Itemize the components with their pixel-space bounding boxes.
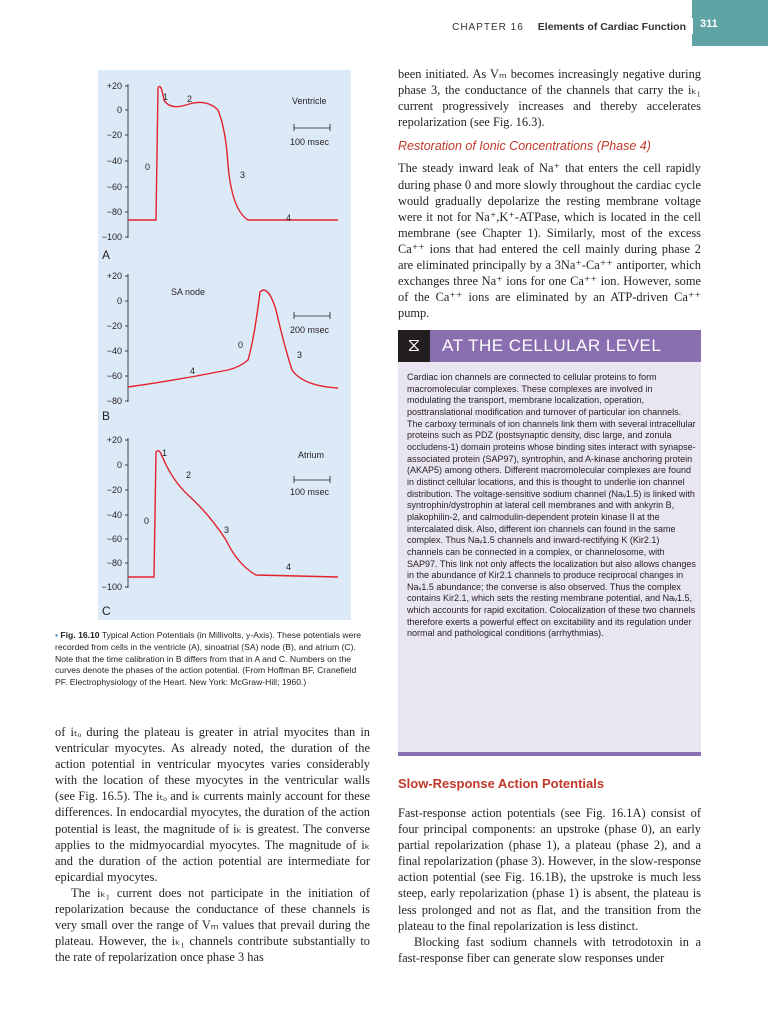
tick-label: −80 bbox=[106, 396, 122, 406]
tick-label: −60 bbox=[106, 371, 122, 381]
cellular-box-header bbox=[398, 330, 701, 362]
tick-label: +20 bbox=[106, 435, 122, 445]
running-header bbox=[452, 12, 692, 42]
phase-label: 3 bbox=[224, 525, 230, 535]
caption-bullet: • bbox=[55, 630, 59, 640]
tick-label: 0 bbox=[116, 296, 122, 306]
paragraph: been initiated. As Vₘ becomes increasingly negative during phase 3, the conductance of the channels that carry the iₖ₁ current progressively increases and thereby accelerates repolarization (see Fig. 16.3). bbox=[398, 67, 701, 130]
phase-label: 0 bbox=[145, 162, 151, 172]
tick-label: +20 bbox=[106, 271, 122, 281]
ventricle-trace bbox=[128, 87, 338, 221]
panel-name: Ventricle bbox=[292, 96, 327, 106]
phase-label: 2 bbox=[186, 470, 192, 480]
tick-label: −20 bbox=[106, 321, 122, 331]
sa-node-trace bbox=[128, 290, 338, 388]
scale-label: 200 msec bbox=[290, 325, 330, 335]
panel-name: SA node bbox=[171, 287, 206, 297]
section-heading: Restoration of Ionic Concentrations (Phase 4) bbox=[398, 139, 651, 154]
tick-label: −20 bbox=[106, 485, 122, 495]
panel-letter: C bbox=[102, 604, 111, 618]
panel-letter: B bbox=[102, 409, 111, 423]
right-column-text bbox=[398, 66, 701, 321]
panel-name: Atrium bbox=[298, 450, 325, 460]
panel-c bbox=[102, 435, 338, 618]
panel-b bbox=[102, 271, 338, 423]
tick-label: −100 bbox=[101, 582, 122, 592]
paragraph: Fast-response action potentials (see Fig. 16.1A) consist of four principal components: an upstroke (phase 0), an early partial repolarization (phase 1), a plateau (phase 2), and a final repolarization (phase 3). However, in the slow-response action potential (see Fig. 16.1B), the upstroke is much less steep, early repolarization (phase 1) is absent, the plateau is less prolonged and not as flat, and the transition from the plateau to the final repolarization is less distinct. bbox=[398, 806, 701, 933]
phase-label: 4 bbox=[286, 562, 292, 572]
page-number: 311 bbox=[700, 18, 718, 30]
tick-label: −40 bbox=[106, 346, 122, 356]
caption-label: Fig. 16.10 bbox=[60, 630, 100, 640]
tick-label: −40 bbox=[106, 510, 122, 520]
cellular-box-title: AT THE CELLULAR LEVEL bbox=[442, 336, 662, 355]
cellular-level-box bbox=[398, 330, 701, 752]
slow-response-text bbox=[398, 805, 701, 966]
tick-label: −80 bbox=[106, 207, 122, 217]
cellular-box-bottom-bar bbox=[398, 752, 701, 756]
phase-label: 0 bbox=[144, 516, 150, 526]
atrium-trace bbox=[128, 451, 338, 577]
tick-label: −80 bbox=[106, 558, 122, 568]
scale-label: 100 msec bbox=[290, 137, 330, 147]
tick-label: +20 bbox=[106, 81, 122, 91]
paragraph: The iₖ₁ current does not participate in the initiation of repolarization because the conductance of these channels is very small over the range of Vₘ values that prevail during the plateau. However, the iₖ₁ channels contribute substantially to the rate of repolarization once phase 3 has bbox=[55, 885, 370, 965]
page-divider bbox=[692, 18, 693, 34]
chapter-label: CHAPTER 16 bbox=[452, 21, 524, 33]
figure-caption bbox=[55, 630, 370, 689]
phase-label: 1 bbox=[162, 448, 168, 458]
panel-a bbox=[102, 81, 338, 262]
dna-icon: ⧖ bbox=[398, 330, 430, 362]
tick-label: −100 bbox=[101, 232, 122, 242]
action-potential-figure bbox=[98, 70, 351, 620]
phase-label: 0 bbox=[238, 340, 244, 350]
phase-label: 3 bbox=[240, 170, 246, 180]
tick-label: −60 bbox=[106, 534, 122, 544]
tick-label: −60 bbox=[106, 182, 122, 192]
phase-label: 4 bbox=[190, 366, 196, 376]
chapter-title: Elements of Cardiac Function bbox=[537, 21, 686, 33]
figure-panel bbox=[98, 70, 351, 620]
page-number-box bbox=[692, 0, 768, 46]
phase-label: 1 bbox=[163, 92, 169, 102]
tick-label: 0 bbox=[116, 460, 122, 470]
phase-label: 4 bbox=[286, 213, 292, 223]
paragraph: The steady inward leak of Na⁺ that enters the cell rapidly during phase 0 and more slowly throughout the cardiac cycle would gradually depolarize the resting membrane voltage were it not for Na⁺,K⁺-ATPase, which is located in the cell membrane (see Chapter 1). Similarly, most of the excess Ca⁺⁺ ions that had entered the cell mainly during phase 2 are eliminated principally by a 3Na⁺-Ca⁺⁺ antiporter, which exchanges three Na⁺ ions for one Ca⁺⁺ ion. However, some of the Ca⁺⁺ ions are eliminated by an ATP-driven Ca⁺⁺ pump. bbox=[398, 161, 701, 321]
phase-label: 3 bbox=[297, 350, 303, 360]
panel-a-yticks bbox=[102, 81, 128, 242]
paragraph: Blocking fast sodium channels with tetrodotoxin in a fast-response fiber can generate slow responses under bbox=[398, 934, 701, 965]
left-column-text bbox=[55, 724, 370, 965]
paragraph: of iₜₒ during the plateau is greater in atrial myocites than in ventricular myocytes. As already noted, the duration of the action potential in ventricular myocytes varies considerably with the location of these myocytes in the ventricular walls (see Fig. 16.5). The iₜₒ and iₖ currents mainly account for these differences. In endocardial myocytes, the duration of the action potential is least, the magnitude of iₖ is greatest. The converse applies to the midmyocardial myocytes. The magnitude of iₖ and the duration of the action potential are intermediate for epicardial myocytes. bbox=[55, 725, 370, 884]
caption-text: Typical Action Potentials (in Millivolts, y-Axis). These potentials were recorded from cells in the ventricle (A), sinoatrial (SA) node (B), and atrium (C). Note that the time calibration in B differs from that in A and C. Numbers on the curves denote the phases of the action potential. (From Hoffman BF, Cranefield PF. Electrophysiology of the Heart. New York: McGraw-Hill; 1960.) bbox=[55, 630, 362, 688]
panel-letter: A bbox=[102, 248, 111, 262]
cellular-box-text: Cardiac ion channels are connected to cellular proteins to form macromolecular complexes. These complexes are involved in modulating the transport, membrane localization, operation, posttranslational modification and turnover of particular ion channels. The carboxy terminals of ion channels link them with several intracellular proteins such as PDZ (postsynaptic density, disc large, and zonula occludens-1) domain proteins whose binding sites interact with synapse-associated protein (SAP97), syntrophin, and A-kinase anchoring protein (AKAP5) among others. Different macromolecular complexes are found in distinct cellular locations, and this is thought to underlie ion channel distribution. The voltage-sensitive sodium channel (Naᵥ1.5) is linked with syntrophin/dystrophin at lateral cell membranes and with ankyrin B, plakophilin-2, and calmodulin-dependent protein kinase II at the intercalated disk. Also, different ion channels can found in the same complex. Thus Naᵥ1.5 channels and inward-rectifying K (Kir2.1) channels can be connected in a complex, or channelosome, with SAP97. This link not only affects the localization but also allows changes in the abundance of Kir2.1 channels to produce reciprocal changes in Naᵥ1.5 abundance; the converse is also observed. Thus the complex contains Kir2.1, which sets the resting membrane potential, and Naᵥ1.5, which accounts for rapid excitation. Colocalization of these two channels therefore exerts a powerful effect on excitability and its regulation under normal and pathological conditions (arrhythmias). bbox=[407, 372, 696, 639]
tick-label: −40 bbox=[106, 156, 122, 166]
phase-label: 2 bbox=[187, 94, 193, 104]
scale-label: 100 msec bbox=[290, 487, 330, 497]
tick-label: −20 bbox=[106, 130, 122, 140]
tick-label: 0 bbox=[116, 105, 122, 115]
section-heading: Slow-Response Action Potentials bbox=[398, 776, 605, 791]
